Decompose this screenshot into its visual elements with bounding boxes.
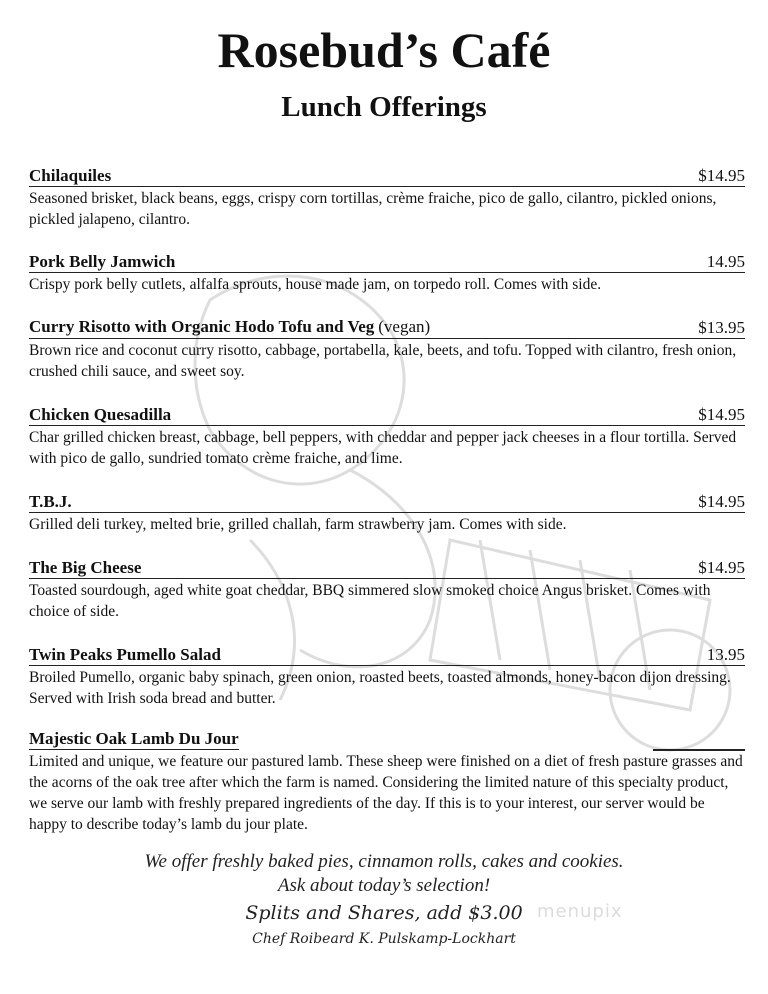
menupix-watermark: menupix [537,901,623,922]
menu-item-price: 13.95 [706,645,745,664]
menu-item-name: T.B.J. [29,492,72,511]
menu-subtitle: Lunch Offerings [281,91,487,123]
menu-item-price: $13.95 [698,318,745,337]
menu-item-price: 14.95 [706,252,745,271]
menu-item-description: Crispy pork belly cutlets, alfalfa sprouts, house made jam, on torpedo roll. Comes with side. [29,276,602,293]
menu-item-name: Twin Peaks Pumello Salad [29,645,221,664]
menu-item-header [29,403,745,426]
menu-item-header [29,164,745,187]
selection-note: Ask about today’s selection! [277,875,491,896]
chef-signature: Chef Roibeard K. Pulskamp-Lockhart [252,931,516,947]
menu-item-price: $14.95 [698,558,745,577]
menu-item-description: Grilled deli turkey, melted brie, grilled challah, farm strawberry jam. Comes with side. [29,516,567,533]
menu-item-header [29,643,745,666]
menu-item-description: Brown rice and coconut curry risotto, cabbage, portabella, kale, beets, and tofu. Topped with cilantro, fresh onion, crushed chili sauce, and sweet soy. [29,342,737,380]
page-title: Rosebud’s Café [217,22,551,78]
menu-item-name: Chicken Quesadilla [29,405,172,424]
menu-item-price: $14.95 [698,405,745,424]
menu-item-name: Majestic Oak Lamb Du Jour [29,729,239,748]
menu-item-header [29,556,745,579]
bakery-note: We offer freshly baked pies, cinnamon rolls, cakes and cookies. [144,851,624,872]
menu-item-header [29,728,745,750]
menu-item-price: $14.95 [698,492,745,511]
menu-item-curry-risotto [29,316,745,382]
menu-item-price: $14.95 [698,166,745,185]
menu-item-header [29,250,745,273]
menu-item-name: Curry Risotto with Organic Hodo Tofu and Veg [29,317,375,336]
menu-item-dietary-note: (vegan) [378,317,431,336]
menu-item-name: Pork Belly Jamwich [29,252,176,271]
menu-item-chicken-quesadilla [29,403,745,469]
menu-item-pork-belly-jamwich [29,250,745,295]
menu-item-name: Chilaquiles [29,166,112,185]
menu-item-description: Seasoned brisket, black beans, eggs, crispy corn tortillas, crème fraiche, pico de gallo, cilantro, pickled onions, pickled jalapeno, cilantro. [29,190,717,228]
splits-note: Splits and Shares, add $3.00 [245,902,523,924]
menu-item-description: Limited and unique, we feature our pastured lamb. These sheep were finished on a diet of fresh pasture grasses and the acorns of the oak tree after which the farm is named. Considering the limited nature of this specialty product, we serve our lamb with freshly prepared ingredients of the day. If this is to your interest, our server would be happy to describe today’s lamb du jour plate. [29,753,743,833]
menu-item-header [29,316,745,339]
menu-item-the-big-cheese [29,556,745,622]
menu-item-twin-peaks-pumello-salad [29,643,745,709]
menu-item-description: Char grilled chicken breast, cabbage, bell peppers, with cheddar and pepper jack cheeses in a flour tortilla. Served with pico de gallo, sundried tomato crème fraiche, and lime. [29,429,737,467]
menu-item-description: Broiled Pumello, organic baby spinach, green onion, roasted beets, toasted almonds, honey-bacon dijon dressing. Served with Irish soda bread and butter. [29,669,731,707]
menu-item-chilaquiles [29,164,745,230]
menu-item-tbj [29,490,745,535]
menu-item-majestic-oak-lamb [29,728,745,835]
menu-item-header [29,490,745,513]
menu-item-title [29,317,430,338]
menu-item-description: Toasted sourdough, aged white goat cheddar, BBQ simmered slow smoked choice Angus brisket. Comes with choice of side. [29,582,711,620]
menu-item-name: The Big Cheese [29,558,142,577]
